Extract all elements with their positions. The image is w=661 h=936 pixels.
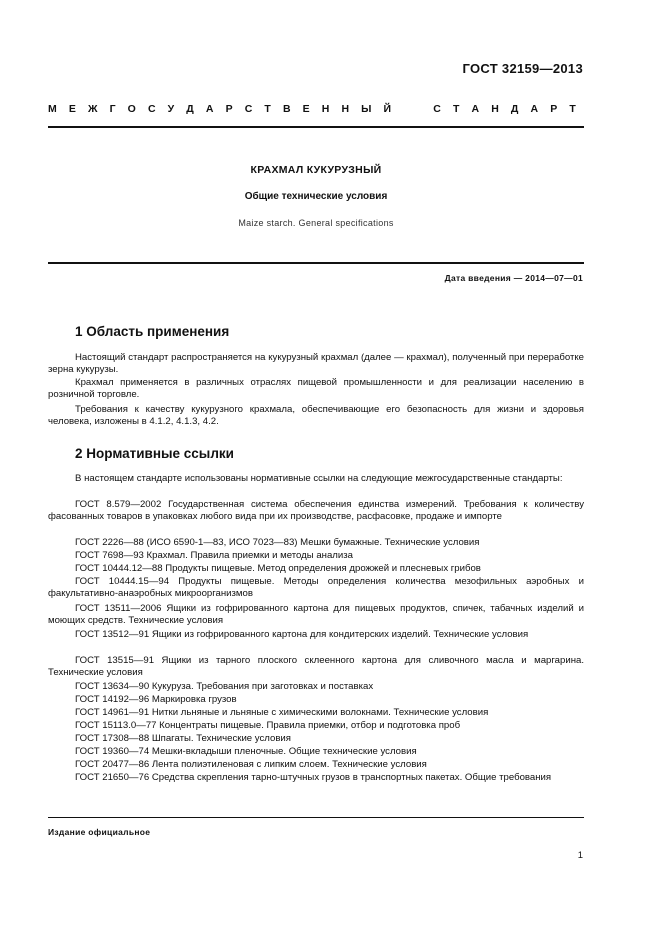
- section-1-paragraph: Настоящий стандарт распространяется на кукурузный крахмал (далее — крахмал), полученный при переработке зерна кукурузы.: [48, 352, 584, 376]
- section-1-heading: 1 Область применения: [75, 324, 230, 339]
- official-edition-label: Издание официальное: [48, 827, 151, 837]
- english-title: Maize starch. General specifications: [238, 218, 394, 228]
- normative-reference: ГОСТ 2226—88 (ИСО 6590-1—83, ИСО 7023—83) Мешки бумажные. Технические условия: [75, 537, 480, 548]
- normative-reference: ГОСТ 20477—86 Лента полиэтиленовая с липким слоем. Технические условия: [75, 759, 427, 770]
- normative-reference: ГОСТ 13512—91 Ящики из гофрированного картона для кондитерских изделий. Технические условия: [75, 629, 529, 640]
- normative-reference: ГОСТ 17308—88 Шпагаты. Технические условия: [75, 733, 291, 744]
- interstate-standard-label: М Е Ж Г О С У Д А Р С Т В Е Н Н Ы Й С Т А Н Д А Р Т: [48, 103, 581, 115]
- normative-reference: ГОСТ 13634—90 Кукуруза. Требования при заготовках и поставках: [75, 681, 374, 692]
- footer-divider: [48, 817, 584, 818]
- normative-reference: ГОСТ 19360—74 Мешки-вкладыши пленочные. Общие технические условия: [75, 746, 417, 757]
- normative-reference: ГОСТ 13511—2006 Ящики из гофрированного картона для пищевых продуктов, спичек, табачных изделий и моющих средств. Технические условия: [48, 603, 584, 627]
- normative-reference: ГОСТ 8.579—2002 Государственная система обеспечения единства измерений. Требования к количеству фасованных товаров в упаковках любого вида при их производстве, расфасовке, продаже и импорте: [48, 499, 584, 523]
- normative-reference: ГОСТ 21650—76 Средства скрепления тарно-штучных грузов в транспортных пакетах. Общие требования: [75, 772, 552, 783]
- standard-number: ГОСТ 32159—2013: [462, 61, 583, 76]
- normative-reference: ГОСТ 10444.15—94 Продукты пищевые. Методы определения количества мезофильных аэробных и факультативно-анаэробных микроорганизмов: [48, 576, 584, 600]
- page-number: 1: [577, 850, 583, 861]
- normative-reference: ГОСТ 15113.0—77 Концентраты пищевые. Правила приемки, отбор и подготовка проб: [75, 720, 461, 731]
- normative-reference: ГОСТ 14961—91 Нитки льняные и льняные с химическими волокнами. Технические условия: [75, 707, 489, 718]
- normative-reference: ГОСТ 14192—96 Маркировка грузов: [75, 694, 237, 705]
- section-1-paragraph: Крахмал применяется в различных отраслях пищевой промышленности и для реализации населению в розничной торговле.: [48, 377, 584, 401]
- top-divider: [48, 126, 584, 128]
- normative-reference: ГОСТ 13515—91 Ящики из тарного плоского склеенного картона для сливочного масла и маргарина. Технические условия: [48, 655, 584, 679]
- document-title: КРАХМАЛ КУКУРУЗНЫЙ: [250, 164, 382, 176]
- introduction-date: Дата введения — 2014—07—01: [444, 273, 583, 283]
- normative-reference: ГОСТ 7698—93 Крахмал. Правила приемки и методы анализа: [75, 550, 353, 561]
- section-2-intro: В настоящем стандарте использованы нормативные ссылки на следующие межгосударственные стандарты:: [75, 473, 563, 484]
- normative-reference: ГОСТ 10444.12—88 Продукты пищевые. Метод определения дрожжей и плесневых грибов: [75, 563, 481, 574]
- section-2-heading: 2 Нормативные ссылки: [75, 446, 234, 461]
- title-divider: [48, 262, 584, 264]
- document-subtitle: Общие технические условия: [244, 191, 388, 202]
- section-1-paragraph: Требования к качеству кукурузного крахмала, обеспечивающие его безопасность для жизни и здоровья человека, изложены в 4.1.2, 4.1.3, 4.2.: [48, 404, 584, 428]
